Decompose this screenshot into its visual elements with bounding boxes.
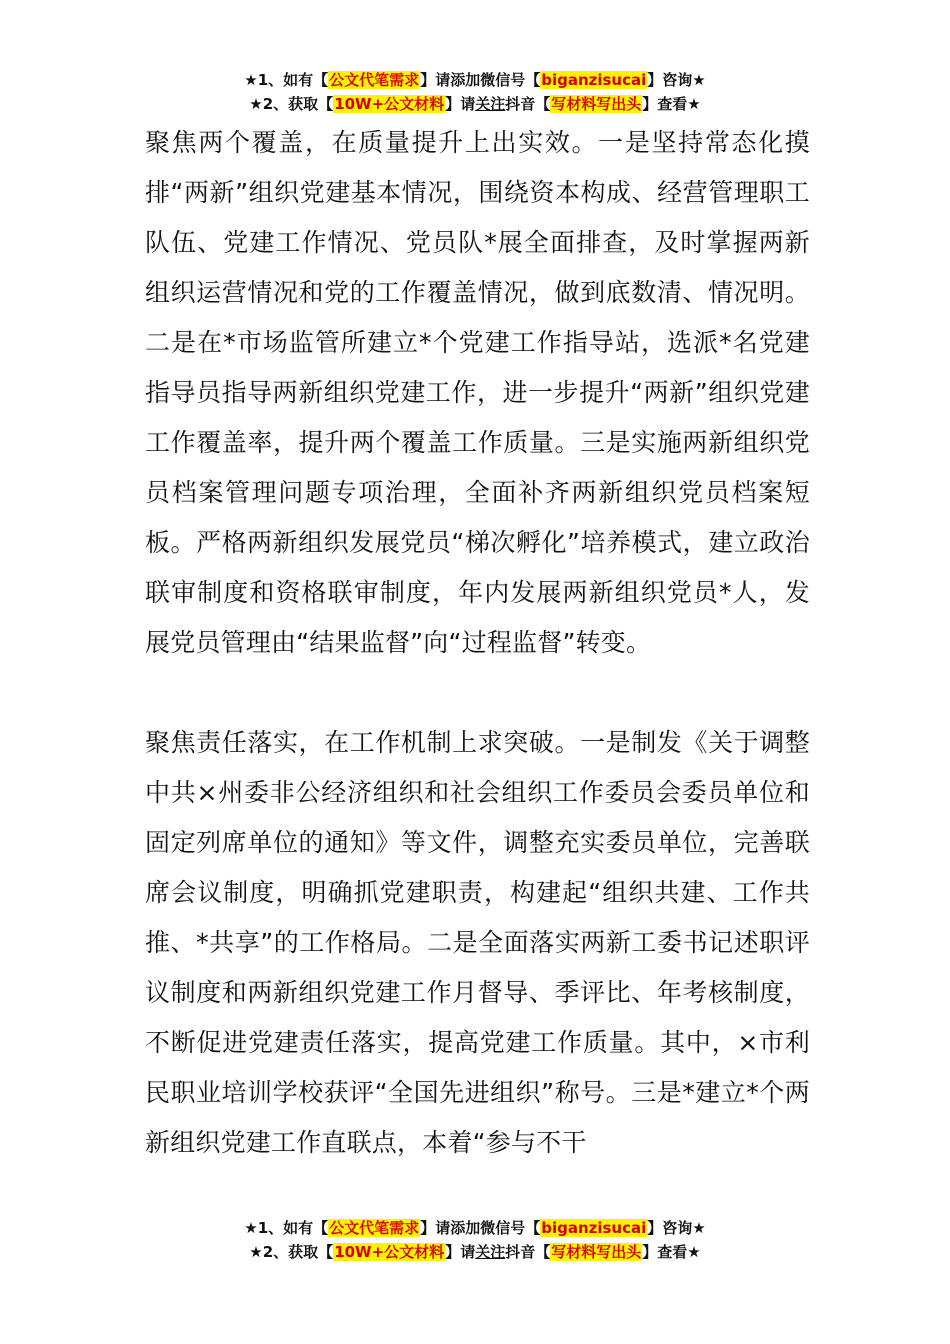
promo-text: 抖音【	[505, 95, 551, 113]
promo-highlight: 公文代笔需求	[329, 1219, 420, 1237]
wechat-id-highlight: biganzisucai	[541, 71, 647, 89]
wechat-id-highlight: biganzisucai	[541, 1219, 647, 1237]
promo-text: 】请添加微信号【	[420, 1219, 541, 1237]
promo-text: ★2、获取【	[249, 1243, 334, 1261]
promo-text: 】咨询★	[647, 71, 706, 89]
promo-text: 】请	[445, 1243, 476, 1261]
promo-text: ★1、如有【	[244, 71, 329, 89]
promo-line-2	[0, 1240, 950, 1264]
promo-highlight: 写材料写出头	[551, 1243, 642, 1261]
promo-text: ★2、获取【	[249, 95, 334, 113]
promo-text: ★1、如有【	[244, 1219, 329, 1237]
promo-text: 】查看★	[642, 95, 701, 113]
paragraph: 聚焦两个覆盖，在质量提升上出实效。一是坚持常态化摸排“两新”组织党建基本情况，围绕资本构成、经营管理职工队伍、党建工作情况、党员队*展全面排查，及时掌握两新组织运营情况和党的工作覆盖情况，做到底数清、情况明。二是在*市场监管所建立*个党建工作指导站，选派*名党建指导员指导两新组织党建工作，进一步提升“两新”组织党建工作覆盖率，提升两个覆盖工作质量。三是实施两新组织党员档案管理问题专项治理，全面补齐两新组织党员档案短板。严格两新组织发展党员“梯次孵化”培养模式，建立政治联审制度和资格联审制度，年内发展两新组织党员*人，发展党员管理由“结果监督”向“过程监督”转变。	[145, 128, 810, 657]
promo-text: 抖音【	[505, 1243, 551, 1261]
promo-line-1	[0, 68, 950, 92]
promo-text: 】请添加微信号【	[420, 71, 541, 89]
promo-highlight: 写材料写出头	[551, 95, 642, 113]
promo-underlined: 关注	[475, 1243, 506, 1261]
header-promo-banner	[0, 68, 950, 116]
promo-text: 】查看★	[642, 1243, 701, 1261]
paragraph: 聚焦责任落实，在工作机制上求突破。一是制发《关于调整中共×州委非公经济组织和社会组织工作委员会委员单位和固定列席单位的通知》等文件，调整充实委员单位，完善联席会议制度，明确抓党建职责，构建起“组织共建、工作共推、*共享”的工作格局。二是全面落实两新工委书记述职评议制度和两新组织党建工作月督导、季评比、年考核制度，不断促进党建责任落实，提高党建工作质量。其中，×市利民职业培训学校获评“全国先进组织”称号。三是*建立*个两新组织党建工作直联点，本着“参与不干	[145, 728, 810, 1157]
promo-line-2	[0, 92, 950, 116]
promo-highlight: 10W+公文材料	[334, 95, 445, 113]
document-body	[145, 118, 810, 1168]
promo-highlight: 公文代笔需求	[329, 71, 420, 89]
promo-underlined: 关注	[475, 95, 506, 113]
promo-line-1	[0, 1216, 950, 1240]
promo-text: 】请	[445, 95, 476, 113]
footer-promo-banner	[0, 1216, 950, 1264]
promo-text: 】咨询★	[647, 1219, 706, 1237]
promo-highlight: 10W+公文材料	[334, 1243, 445, 1261]
